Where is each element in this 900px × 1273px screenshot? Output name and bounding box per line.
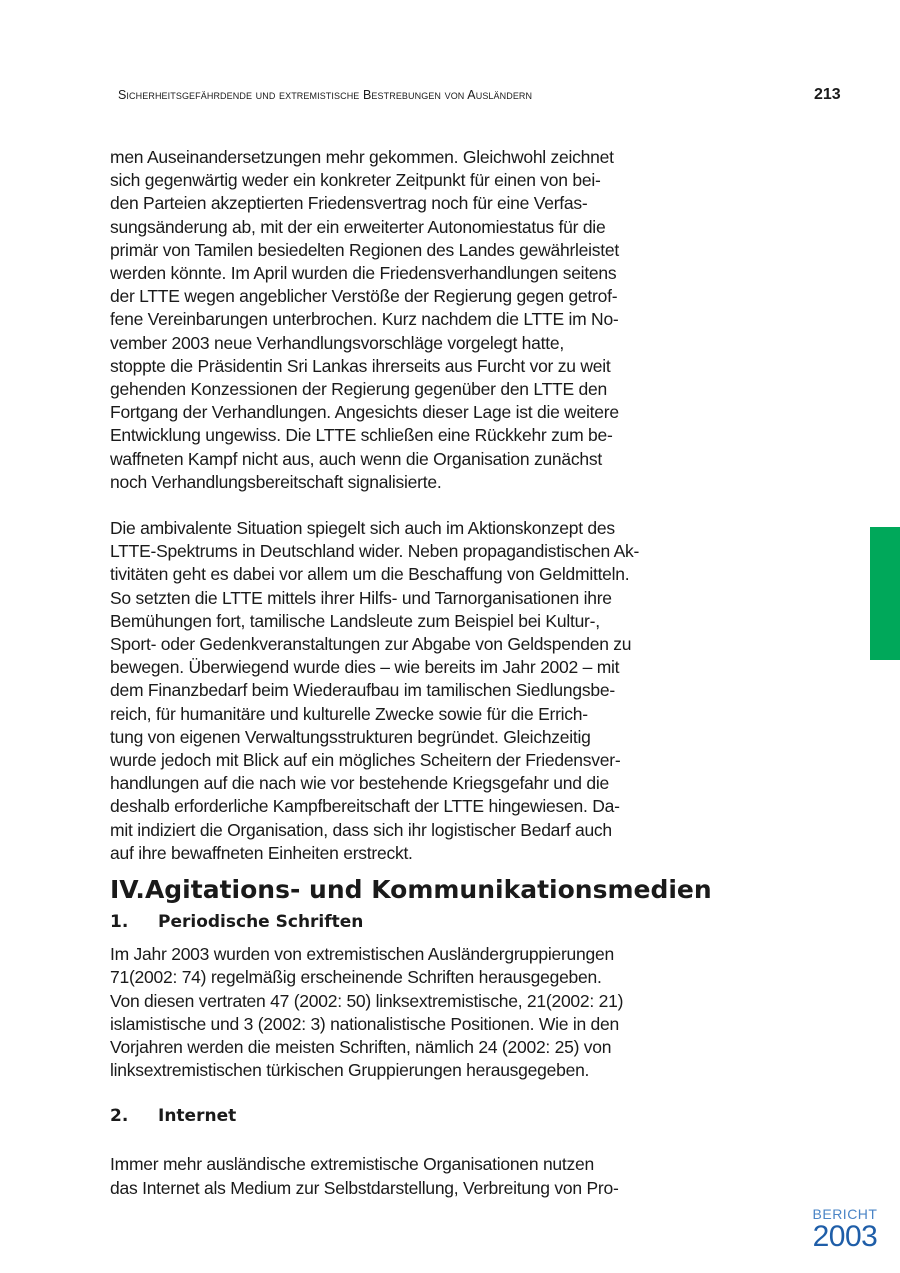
text-line: handlungen auf die nach wie vor bestehende Kriegsgefahr und die [110, 773, 609, 794]
text-line: Vorjahren werden die meisten Schriften, nämlich 24 (2002: 25) von [110, 1036, 612, 1057]
text-line: stoppte die Präsidentin Sri Lankas ihrerseits aus Furcht vor zu weit [110, 355, 611, 376]
subsection-heading-1 [110, 907, 680, 937]
paragraph-4 [110, 1153, 680, 1199]
subsection-title: Internet [158, 1106, 237, 1127]
bericht-year: 2003 [812, 1220, 878, 1253]
section-heading [110, 873, 712, 907]
section-number: IV. [110, 875, 145, 905]
text-line: der LTTE wegen angeblicher Verstöße der Regierung gegen getrof- [110, 286, 618, 307]
text-line: dem Finanzbedarf beim Wiederaufbau im tamilischen Siedlungsbe- [110, 680, 615, 701]
text-line: tung von eigenen Verwaltungsstrukturen begründet. Gleichzeitig [110, 726, 591, 747]
text-line: Sport- oder Gedenkveranstaltungen zur Abgabe von Geldspenden zu [110, 634, 632, 655]
text-line: vember 2003 neue Verhandlungsvorschläge vorgelegt hatte, [110, 332, 564, 353]
subsection-number: 2. [110, 1106, 129, 1127]
text-line: islamistische und 3 (2002: 3) nationalistische Positionen. Wie in den [110, 1013, 620, 1034]
text-line: auf ihre bewaffneten Einheiten erstreckt. [110, 842, 413, 863]
text-line: Die ambivalente Situation spiegelt sich auch im Aktionskonzept des [110, 518, 615, 539]
running-head [118, 88, 678, 102]
text-line: fene Vereinbarungen unterbrochen. Kurz nachdem die LTTE im No- [110, 309, 619, 330]
text-line: sich gegenwärtig weder ein konkreter Zeitpunkt für einen von bei- [110, 170, 601, 191]
paragraph-3 [110, 943, 680, 1082]
text-line: werden könnte. Im April wurden die Friedensverhandlungen seitens [110, 263, 617, 284]
text-line: Entwicklung ungewiss. Die LTTE schließen eine Rückkehr zum be- [110, 425, 613, 446]
text-line: den Parteien akzeptierten Friedensvertrag noch für eine Verfas- [110, 193, 588, 214]
text-line: mit indiziert die Organisation, dass sich ihr logistischer Bedarf auch [110, 819, 612, 840]
chapter-tab-marker [870, 527, 900, 660]
text-line: Im Jahr 2003 wurden von extremistischen Ausländergruppierungen [110, 944, 614, 965]
subsection-heading-2 [110, 1101, 680, 1131]
text-line: Immer mehr ausländische extremistische Organisationen nutzen [110, 1154, 594, 1175]
text-line: Bemühungen fort, tamilische Landsleute zum Beispiel bei Kultur-, [110, 610, 600, 631]
section-title: Agitations- und Kommunikationsmedien [144, 875, 712, 905]
text-line: wurde jedoch mit Blick auf ein mögliches Scheitern der Friedensver- [110, 750, 621, 771]
bericht-logo [808, 1206, 882, 1252]
text-line: 71(2002: 74) regelmäßig erscheinende Schriften herausgegeben. [110, 967, 602, 988]
bericht-word: BERICHT [812, 1206, 878, 1222]
text-line: noch Verhandlungsbereitschaft signalisierte. [110, 471, 442, 492]
text-line: Fortgang der Verhandlungen. Angesichts dieser Lage ist die weitere [110, 402, 619, 423]
text-line: sungsänderung ab, mit der ein erweiterter Autonomiestatus für die [110, 216, 606, 237]
text-line: gehenden Konzessionen der Regierung gegenüber den LTTE den [110, 379, 607, 400]
text-line: primär von Tamilen besiedelten Regionen des Landes gewährleistet [110, 239, 619, 260]
page-number: 213 [814, 86, 841, 103]
page-body [110, 146, 712, 1200]
text-line: bewegen. Überwiegend wurde dies – wie bereits im Jahr 2002 – mit [110, 657, 620, 678]
text-line: waffneten Kampf nicht aus, auch wenn die Organisation zunächst [110, 448, 602, 469]
text-line: linksextremistischen türkischen Gruppierungen herausgegeben. [110, 1060, 590, 1081]
subsection-title: Periodische Schriften [158, 912, 364, 933]
text-line: men Auseinandersetzungen mehr gekommen. Gleichwohl zeichnet [110, 147, 614, 167]
text-line: das Internet als Medium zur Selbstdarstellung, Verbreitung von Pro- [110, 1177, 619, 1198]
text-line: tivitäten geht es dabei vor allem um die Beschaffung von Geldmitteln. [110, 564, 630, 585]
text-line: Von diesen vertraten 47 (2002: 50) linksextremistische, 21(2002: 21) [110, 990, 624, 1011]
running-head-title: Sicherheitsgefährdende und extremistische Bestrebungen von Ausländern [118, 88, 533, 102]
paragraph-2 [110, 517, 680, 865]
subsection-number: 1. [110, 912, 129, 933]
text-line: LTTE-Spektrums in Deutschland wider. Neben propagandistischen Ak- [110, 541, 640, 562]
text-line: So setzten die LTTE mittels ihrer Hilfs- und Tarnorganisationen ihre [110, 587, 612, 608]
paragraph-1 [110, 146, 680, 494]
text-line: deshalb erforderliche Kampfbereitschaft der LTTE hingewiesen. Da- [110, 796, 620, 817]
text-line: reich, für humanitäre und kulturelle Zwecke sowie für die Errich- [110, 703, 588, 724]
